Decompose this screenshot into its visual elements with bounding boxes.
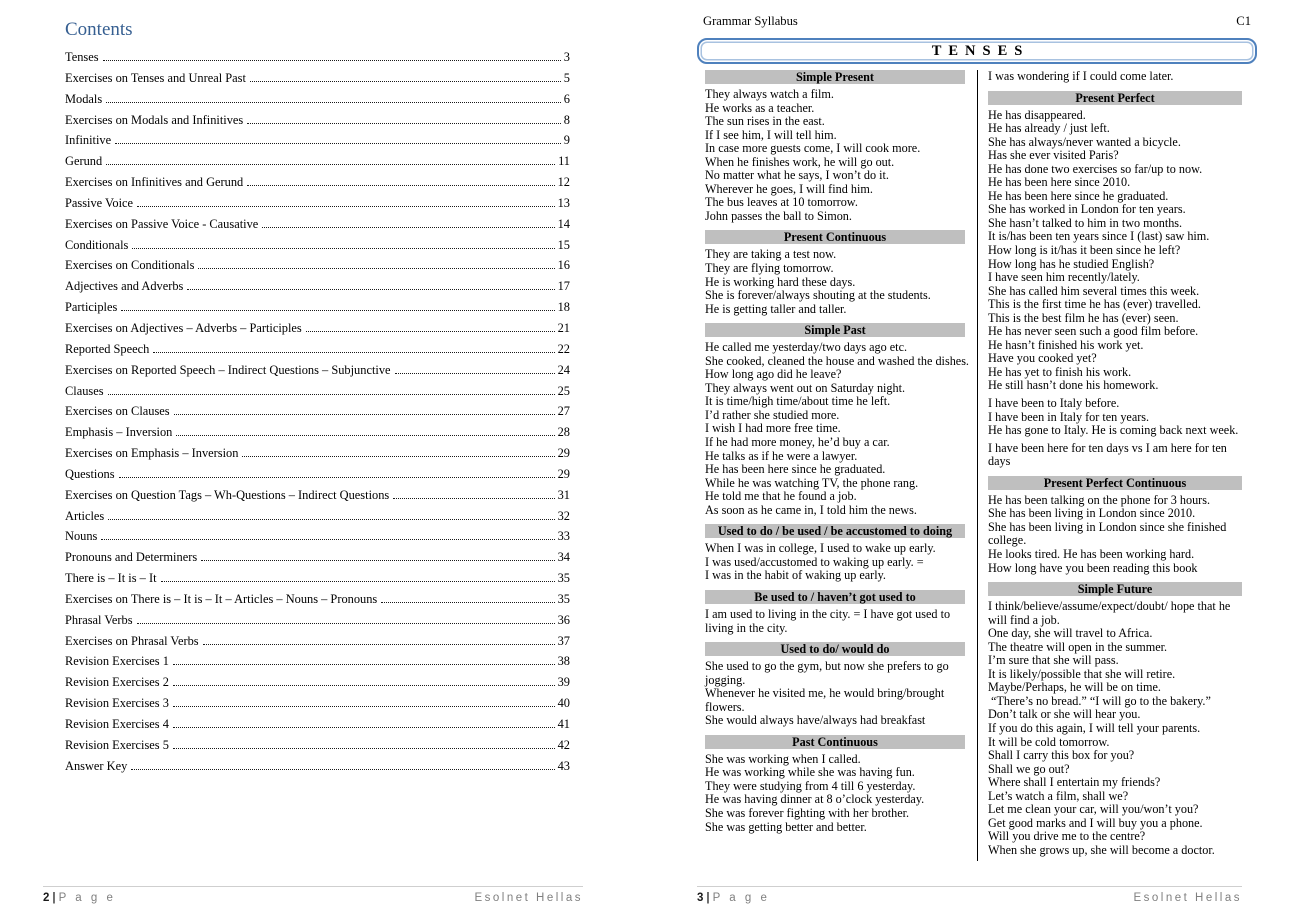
toc-entry-page: 39 xyxy=(557,675,570,690)
example-line: She used to go the gym, but now she prefers to go jogging. xyxy=(705,659,949,687)
toc-entry-page: 21 xyxy=(557,320,570,335)
toc-entry-label: Infinitive xyxy=(65,133,112,148)
toc-entry[interactable] xyxy=(65,175,570,196)
example-line: Let’s watch a film, shall we? xyxy=(988,788,1129,803)
toc-entry[interactable] xyxy=(65,467,570,488)
footer-page-number: 2 xyxy=(43,892,52,904)
example-line: I think/believe/assume/expect/doubt/ hope that he will find a job. xyxy=(988,599,1231,627)
tenses-title-box xyxy=(697,38,1257,64)
toc-entry-label: Adjectives and Adverbs xyxy=(65,279,184,294)
toc-entry-page: 5 xyxy=(563,70,570,85)
toc-dot-leader xyxy=(153,352,554,353)
toc-dot-leader xyxy=(242,456,554,457)
toc-entry-label: Clauses xyxy=(65,383,104,398)
toc-entry[interactable] xyxy=(65,717,570,738)
toc-entry-page: 27 xyxy=(557,404,570,419)
toc-entry[interactable] xyxy=(65,217,570,238)
toc-dot-leader xyxy=(393,498,554,499)
example-line: I was used/accustomed to waking up early. = xyxy=(705,554,924,569)
toc-entry-label: There is – It is – It xyxy=(65,571,157,586)
toc-entry-label: Exercises on There is – It is – It – Articles – Nouns – Pronouns xyxy=(65,591,378,606)
running-header xyxy=(703,14,1251,29)
toc-dot-leader xyxy=(108,394,555,395)
example-line: How long has he studied English? xyxy=(988,256,1155,271)
toc-dot-leader xyxy=(306,331,555,332)
toc-entry-label: Exercises on Modals and Infinitives xyxy=(65,112,244,127)
toc-dot-leader xyxy=(173,685,555,686)
example-line: He has already / just left. xyxy=(988,121,1110,136)
toc-entry[interactable] xyxy=(65,196,570,217)
example-line: He works as a teacher. xyxy=(705,100,815,115)
toc-entry[interactable] xyxy=(65,238,570,259)
example-line: He has never seen such a good film before. xyxy=(988,324,1199,339)
toc-entry-label: Tenses xyxy=(65,50,99,64)
toc-entry-page: 29 xyxy=(557,466,570,481)
example-line: They were studying from 4 till 6 yesterday. xyxy=(705,778,916,793)
footer-page-word: P a g e xyxy=(58,892,116,904)
toc-entry-label: Conditionals xyxy=(65,237,129,252)
toc-entry-label: Articles xyxy=(65,508,105,523)
toc-entry-page: 11 xyxy=(558,154,570,169)
toc-entry[interactable] xyxy=(65,363,570,384)
section-heading: Present Perfect Continuous xyxy=(988,476,1242,490)
example-line: She has been living in London since she finished college. xyxy=(988,519,1227,548)
example-line: She hasn’t talked to him in two months. xyxy=(988,215,1183,230)
example-line: He has gone to Italy. He is coming back next week. xyxy=(988,423,1239,438)
toc-entry-page: 41 xyxy=(557,717,570,731)
example-line: She has worked in London for ten years. xyxy=(988,202,1186,217)
example-line: As soon as he came in, I told him the news. xyxy=(705,502,917,517)
toc-entry-page: 33 xyxy=(557,529,570,544)
toc-entry-page: 34 xyxy=(557,550,570,565)
toc-entry-page: 28 xyxy=(557,425,570,440)
toc-entry-page: 25 xyxy=(557,383,570,398)
toc-dot-leader xyxy=(106,102,561,103)
example-line: He hasn’t finished his work yet. xyxy=(988,337,1144,352)
example-paragraph xyxy=(705,542,969,583)
toc-dot-leader xyxy=(132,248,554,249)
toc-entry[interactable] xyxy=(65,654,570,675)
example-paragraph xyxy=(705,660,969,728)
example-line: It is likely/possible that she will retire. xyxy=(988,666,1176,681)
example-line: She cooked, cleaned the house and washed the dishes. xyxy=(705,353,969,368)
example-line: They always went out on Saturday night. xyxy=(705,380,906,395)
toc-entry-page: 3 xyxy=(563,50,570,64)
toc-entry[interactable] xyxy=(65,154,570,175)
toc-dot-leader xyxy=(101,539,554,540)
tense-section xyxy=(705,323,969,517)
toc-entry-page: 35 xyxy=(557,591,570,606)
toc-dot-leader xyxy=(173,664,555,665)
toc-entry-label: Revision Exercises 4 xyxy=(65,717,169,731)
column-left xyxy=(705,70,978,861)
example-line: I have seen him recently/lately. xyxy=(988,270,1140,285)
section-heading: Present Perfect xyxy=(988,91,1242,105)
toc-dot-leader xyxy=(121,310,554,311)
example-line: How long is it/has it been since he left? xyxy=(988,243,1181,258)
toc-entry-label: Answer Key xyxy=(65,758,128,773)
toc-entry-page: 15 xyxy=(557,237,570,252)
toc-entry-label: Passive Voice xyxy=(65,195,134,210)
example-line: She was forever fighting with her brother. xyxy=(705,805,910,820)
toc-entry[interactable] xyxy=(65,446,570,467)
contents-heading: Contents xyxy=(65,19,133,40)
example-line: The sun rises in the east. xyxy=(705,114,825,129)
toc-entry[interactable] xyxy=(65,113,570,134)
footer-page-number: 3 xyxy=(697,892,706,904)
toc-entry-label: Gerund xyxy=(65,154,103,169)
toc-entry-page: 37 xyxy=(557,633,570,648)
section-heading: Used to do / be used / be accustomed to doing xyxy=(705,524,965,538)
example-line: He is working hard these days. xyxy=(705,274,856,289)
example-line: “There’s no bread.” “I will go to the bakery.” xyxy=(988,693,1211,708)
toc-dot-leader xyxy=(203,644,555,645)
toc-entry-page: 32 xyxy=(557,508,570,523)
toc-entry-page: 38 xyxy=(557,654,570,669)
toc-entry[interactable] xyxy=(65,300,570,321)
example-line: I have been in Italy for ten years. xyxy=(988,409,1150,424)
tense-section xyxy=(705,230,969,316)
example-paragraph xyxy=(705,248,969,316)
example-paragraph xyxy=(988,70,1246,84)
example-line: She has called him several times this week. xyxy=(988,283,1200,298)
toc-entry-page: 24 xyxy=(557,362,570,377)
example-line: He has done two exercises so far/up to now. xyxy=(988,161,1203,176)
example-paragraph xyxy=(988,442,1246,469)
toc-entry-label: Revision Exercises 3 xyxy=(65,696,169,711)
example-paragraph xyxy=(705,753,969,834)
toc-dot-leader xyxy=(173,748,555,749)
toc-entry-label: Exercises on Reported Speech – Indirect Questions – Subjunctive xyxy=(65,362,391,377)
tense-section xyxy=(988,91,1246,469)
toc-entry-label: Revision Exercises 1 xyxy=(65,654,169,669)
example-line: She would always have/always had breakfast xyxy=(705,713,926,728)
toc-entry-page: 17 xyxy=(557,279,570,294)
toc-entry-page: 13 xyxy=(557,195,570,210)
tense-section xyxy=(705,524,969,583)
toc-dot-leader xyxy=(103,60,561,61)
toc-dot-leader xyxy=(115,143,561,144)
example-line: I’d rather she studied more. xyxy=(705,407,840,422)
example-line: She was working when I called. xyxy=(705,751,861,766)
example-paragraph xyxy=(705,608,969,635)
column-right xyxy=(978,70,1246,861)
example-line: It is/has been ten years since I (last) saw him. xyxy=(988,229,1210,244)
toc-entry[interactable] xyxy=(65,571,570,592)
toc-dot-leader xyxy=(173,706,555,707)
example-line: This is the first time he has (ever) travelled. xyxy=(988,297,1201,312)
toc-dot-leader xyxy=(262,227,554,228)
toc-entry-label: Exercises on Question Tags – Wh-Questions – Indirect Questions xyxy=(65,487,390,502)
tenses-title: TENSES xyxy=(931,42,1030,59)
toc-entry-label: Pronouns and Determiners xyxy=(65,550,198,565)
toc-entry-page: 42 xyxy=(557,737,570,752)
section-heading: Used to do/ would do xyxy=(705,642,965,656)
toc-entry-label: Phrasal Verbs xyxy=(65,612,133,627)
example-line: How long have you been reading this book xyxy=(988,560,1198,575)
toc-entry[interactable] xyxy=(65,425,570,446)
toc-entry-label: Reported Speech xyxy=(65,341,150,356)
toc-entry[interactable] xyxy=(65,342,570,363)
example-line: Let me clean your car, will you/won’t you? xyxy=(988,802,1199,817)
example-line: Whenever he visited me, he would bring/brought flowers. xyxy=(705,686,945,714)
toc-entry-label: Exercises on Tenses and Unreal Past xyxy=(65,70,246,85)
toc-entry-label: Questions xyxy=(65,466,115,481)
section-heading: Simple Past xyxy=(705,323,965,337)
example-line: He still hasn’t done his homework. xyxy=(988,378,1159,393)
toc-entry[interactable] xyxy=(65,509,570,530)
toc-entry[interactable] xyxy=(65,92,570,113)
header-document-title: Grammar Syllabus xyxy=(703,14,798,28)
tense-section xyxy=(705,70,969,223)
footer-brand: Esolnet Hellas xyxy=(1133,892,1242,904)
tense-section xyxy=(705,735,969,834)
example-line: I’m sure that she will pass. xyxy=(988,653,1119,668)
example-line: While he was watching TV, the phone rang. xyxy=(705,475,919,490)
example-line: No matter what he says, I won’t do it. xyxy=(705,168,889,183)
example-line: When I was in college, I used to wake up early. xyxy=(705,541,936,556)
example-line: They always watch a film. xyxy=(705,87,834,101)
toc-entry[interactable] xyxy=(65,634,570,655)
page-tenses xyxy=(651,0,1302,918)
toc-dot-leader xyxy=(198,268,554,269)
example-line: He is getting taller and taller. xyxy=(705,301,847,316)
toc-entry-page: 40 xyxy=(557,696,570,711)
example-line: When he finishes work, he will go out. xyxy=(705,154,895,169)
example-line: She was getting better and better. xyxy=(705,819,867,834)
toc-entry[interactable] xyxy=(65,488,570,509)
header-level-badge: C1 xyxy=(1236,14,1251,28)
example-line: This is the best film he has (ever) seen. xyxy=(988,310,1179,325)
footer-page-label xyxy=(697,892,770,904)
tense-section xyxy=(705,590,969,635)
toc-dot-leader xyxy=(247,185,554,186)
toc-entry-page: 36 xyxy=(557,612,570,627)
example-line: Get good marks and I will buy you a phone. xyxy=(988,815,1203,830)
toc-entry-label: Exercises on Conditionals xyxy=(65,258,195,273)
toc-entry[interactable] xyxy=(65,384,570,405)
example-line: The bus leaves at 10 tomorrow. xyxy=(705,195,858,210)
toc-dot-leader xyxy=(174,414,555,415)
example-line: They are flying tomorrow. xyxy=(705,261,834,276)
toc-dot-leader xyxy=(161,581,555,582)
toc-entry[interactable] xyxy=(65,613,570,634)
toc-entry-label: Exercises on Clauses xyxy=(65,404,170,419)
example-line: I was in the habit of waking up early. xyxy=(705,568,886,583)
toc-entry-page: 14 xyxy=(557,216,570,231)
example-line: Shall I carry this box for you? xyxy=(988,748,1135,763)
example-line: If I see him, I will tell him. xyxy=(705,127,837,142)
section-heading: Present Continuous xyxy=(705,230,965,244)
example-line: Where shall I entertain my friends? xyxy=(988,775,1161,790)
toc-dot-leader xyxy=(137,206,555,207)
toc-dot-leader xyxy=(173,727,555,728)
toc-dot-leader xyxy=(395,373,555,374)
toc-entry-page: 12 xyxy=(557,175,570,190)
toc-entry-label: Revision Exercises 2 xyxy=(65,675,169,690)
toc-entry-label: Exercises on Passive Voice - Causative xyxy=(65,216,259,231)
toc-entry-page: 8 xyxy=(563,112,570,127)
toc-entry-page: 6 xyxy=(563,91,570,106)
example-line: She has always/never wanted a bicycle. xyxy=(988,134,1181,149)
footer-page-word: P a g e xyxy=(712,892,770,904)
section-heading: Simple Present xyxy=(705,70,965,84)
footer-separator: | xyxy=(706,892,710,904)
example-line: I have been to Italy before. xyxy=(988,396,1120,411)
example-line: He told me that he found a job. xyxy=(705,489,857,504)
toc-dot-leader xyxy=(106,164,555,165)
example-line: He has been here since he graduated. xyxy=(705,462,886,477)
example-line: In case more guests come, I will cook more. xyxy=(705,141,921,156)
toc-entry-label: Nouns xyxy=(65,529,98,544)
example-line: I wish I had more free time. xyxy=(705,421,841,436)
tense-section xyxy=(988,70,1246,84)
page-footer xyxy=(43,886,583,904)
example-line: Don’t talk or she will hear you. xyxy=(988,707,1141,722)
toc-dot-leader xyxy=(108,519,554,520)
example-line: He has been talking on the phone for 3 hours. xyxy=(988,492,1211,507)
example-line: The theatre will open in the summer. xyxy=(988,639,1168,654)
toc-entry[interactable] xyxy=(65,279,570,300)
toc-entry[interactable] xyxy=(65,592,570,613)
example-line: Will you drive me to the centre? xyxy=(988,829,1146,844)
example-line: I was wondering if I could come later. xyxy=(988,69,1174,83)
toc-entry-label: Modals xyxy=(65,91,103,106)
toc-dot-leader xyxy=(119,477,555,478)
example-line: Has she ever visited Paris? xyxy=(988,148,1119,163)
page-footer xyxy=(697,886,1242,904)
example-line: He was having dinner at 8 o’clock yesterday. xyxy=(705,792,925,807)
example-line: John passes the ball to Simon. xyxy=(705,208,852,223)
toc-dot-leader xyxy=(131,769,554,770)
example-paragraph xyxy=(705,341,969,517)
example-line: Have you cooked yet? xyxy=(988,351,1097,366)
toc-dot-leader xyxy=(250,81,561,82)
example-paragraph xyxy=(988,397,1246,438)
section-heading: Past Continuous xyxy=(705,735,965,749)
toc-entry-label: Exercises on Infinitives and Gerund xyxy=(65,175,244,190)
toc-entry[interactable] xyxy=(65,133,570,154)
toc-list xyxy=(65,50,570,780)
example-paragraph xyxy=(988,600,1246,857)
toc-entry-page: 9 xyxy=(563,133,570,148)
example-line: I am used to living in the city. = I have got used to living in the city. xyxy=(705,606,951,635)
toc-entry-page: 35 xyxy=(557,571,570,586)
toc-entry[interactable] xyxy=(65,71,570,92)
example-line: When she grows up, she will become a doctor. xyxy=(988,842,1215,857)
toc-entry-label: Exercises on Phrasal Verbs xyxy=(65,633,199,648)
toc-entry-label: Emphasis – Inversion xyxy=(65,425,173,440)
tense-section xyxy=(988,582,1246,857)
toc-entry[interactable] xyxy=(65,759,570,780)
example-line: He looks tired. He has been working hard. xyxy=(988,546,1195,561)
toc-entry[interactable] xyxy=(65,738,570,759)
toc-entry-page: 31 xyxy=(557,487,570,502)
toc-entry[interactable] xyxy=(65,258,570,279)
tenses-page-body xyxy=(697,0,1257,861)
example-line: He talks as if he were a lawyer. xyxy=(705,448,858,463)
toc-entry[interactable] xyxy=(65,550,570,571)
footer-page-label xyxy=(43,892,116,904)
toc-entry-page: 18 xyxy=(557,300,570,315)
example-line: She is forever/always shouting at the students. xyxy=(705,288,931,303)
example-line: He has disappeared. xyxy=(988,107,1086,122)
toc-entry-page: 16 xyxy=(557,258,570,273)
toc-entry-page: 22 xyxy=(557,341,570,356)
example-line: If you do this again, I will tell your parents. xyxy=(988,720,1201,735)
toc-entry-page: 29 xyxy=(557,446,570,461)
toc-entry-label: Exercises on Adjectives – Adverbs – Participles xyxy=(65,320,302,335)
toc-entry[interactable] xyxy=(65,696,570,717)
tense-section xyxy=(988,476,1246,575)
footer-brand: Esolnet Hellas xyxy=(474,892,583,904)
toc-entry-label: Revision Exercises 5 xyxy=(65,737,169,752)
example-line: Maybe/Perhaps, he will be on time. xyxy=(988,680,1161,695)
toc-entry-label: Participles xyxy=(65,300,118,315)
section-heading: Be used to / haven’t got used to xyxy=(705,590,965,604)
example-line: How long ago did he leave? xyxy=(705,367,842,382)
example-line: I have been here for ten days vs I am here for ten days xyxy=(988,440,1227,469)
toc-dot-leader xyxy=(201,560,554,561)
example-line: Shall we go out? xyxy=(988,761,1070,776)
toc-area xyxy=(65,19,570,780)
example-line: He has yet to finish his work. xyxy=(988,364,1132,379)
toc-dot-leader xyxy=(187,289,554,290)
example-line: He has been here since 2010. xyxy=(988,175,1131,190)
example-paragraph xyxy=(988,109,1246,393)
example-line: He called me yesterday/two days ago etc. xyxy=(705,340,908,355)
example-line: It is time/high time/about time he left. xyxy=(705,394,891,409)
toc-dot-leader xyxy=(176,435,554,436)
toc-entry[interactable] xyxy=(65,321,570,342)
two-column-layout xyxy=(697,70,1257,861)
toc-entry[interactable] xyxy=(65,404,570,425)
tense-section xyxy=(705,642,969,728)
footer-separator: | xyxy=(52,892,56,904)
example-line: He was working while she was having fun. xyxy=(705,765,915,780)
toc-dot-leader xyxy=(137,623,555,624)
toc-entry-page: 43 xyxy=(557,758,570,773)
toc-dot-leader xyxy=(247,123,561,124)
example-line: It will be cold tomorrow. xyxy=(988,734,1110,749)
toc-entry[interactable] xyxy=(65,675,570,696)
toc-entry[interactable] xyxy=(65,529,570,550)
example-paragraph xyxy=(705,88,969,223)
example-paragraph xyxy=(988,494,1246,575)
toc-entry-label: Exercises on Emphasis – Inversion xyxy=(65,446,239,461)
example-line: Wherever he goes, I will find him. xyxy=(705,181,873,196)
section-heading: Simple Future xyxy=(988,582,1242,596)
toc-dot-leader xyxy=(381,602,554,603)
example-line: He has been here since he graduated. xyxy=(988,188,1169,203)
example-line: She has been living in London since 2010. xyxy=(988,506,1196,521)
example-line: One day, she will travel to Africa. xyxy=(988,626,1153,641)
example-line: If he had more money, he’d buy a car. xyxy=(705,435,890,450)
toc-entry[interactable] xyxy=(65,50,570,71)
example-line: They are taking a test now. xyxy=(705,247,837,262)
